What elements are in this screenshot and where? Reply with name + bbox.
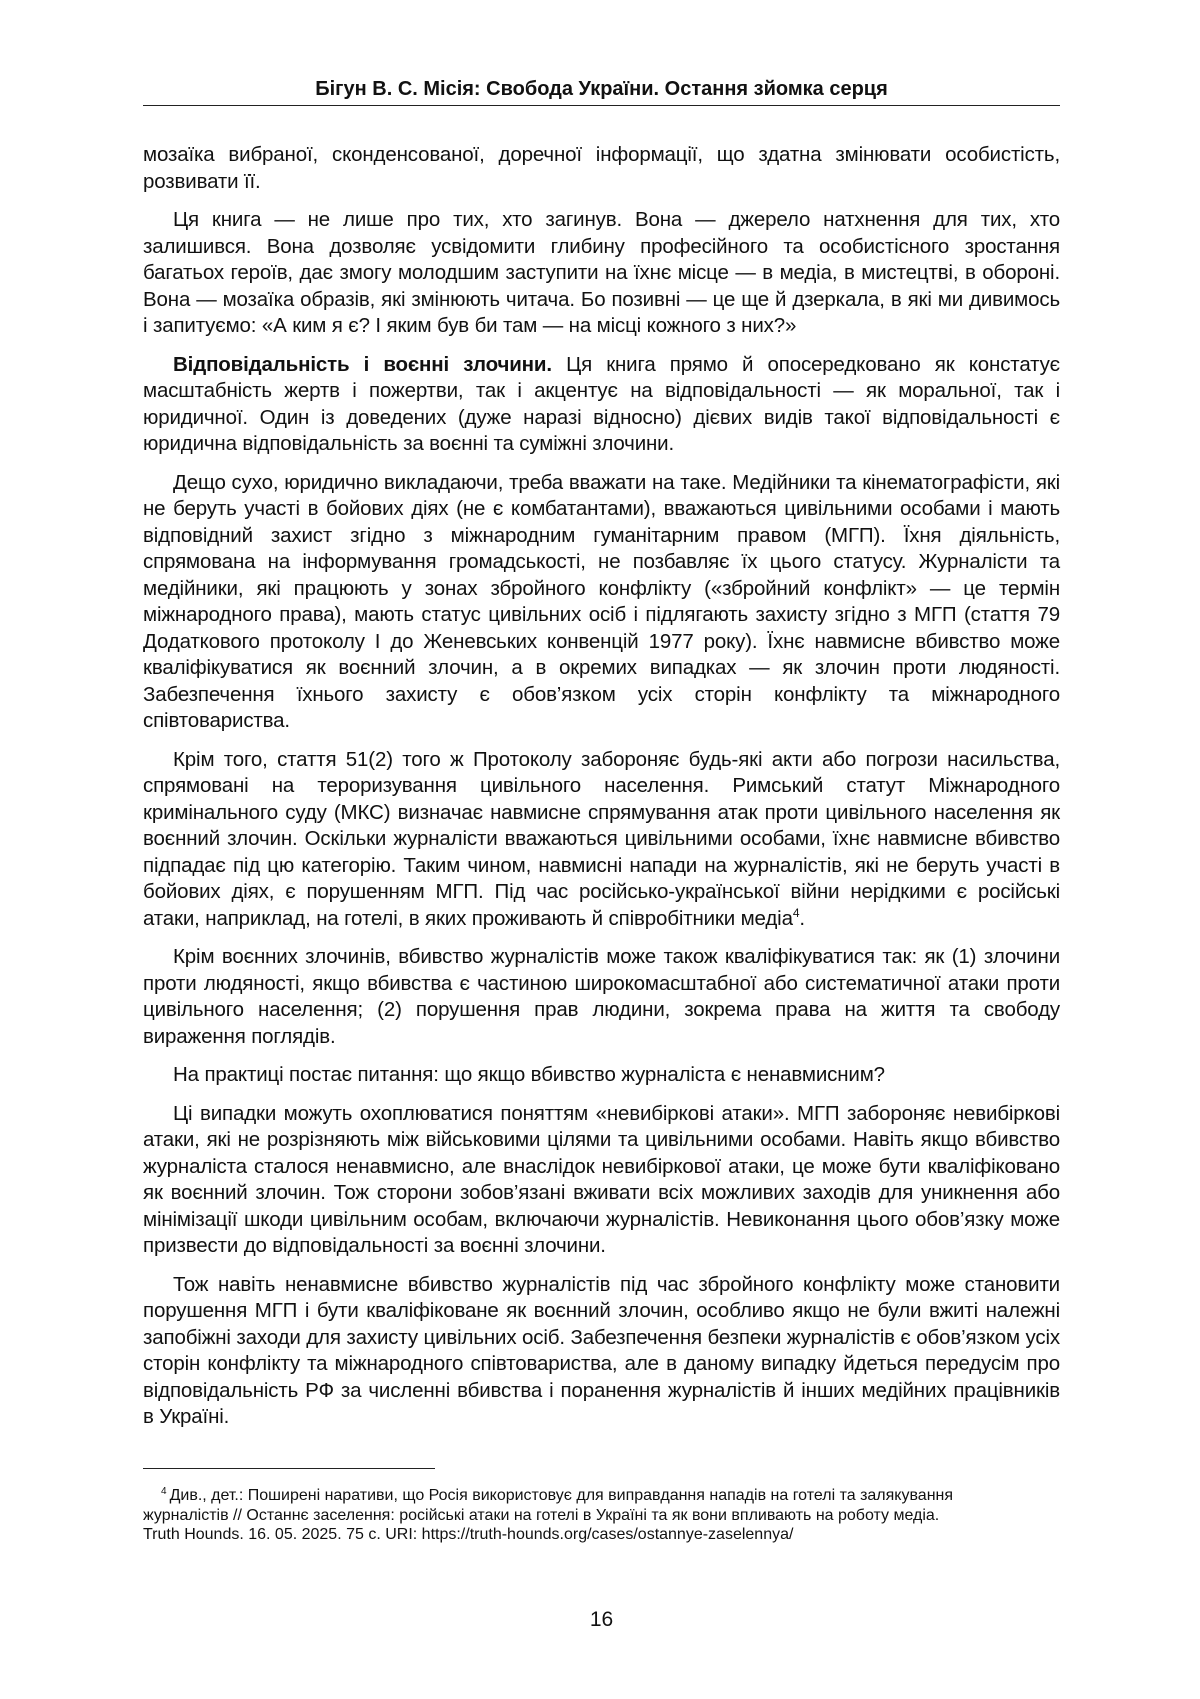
paragraph-5-text: Крім того, стаття 51(2) того ж Протоколу забороняє будь-які акти або погрози насильства, спрямовані на тероризування цивільного населення. Римський статут Міжнародного кримінального суду (МКС) визначає навмисне спрямування атак проти цивільного населення як воєнний злочин. Оскільки журналісти вважаються цивільними особами, їхнє навмисне вбивство підпадає під цю категорію. Таким чином, навмисні напади на журналістів, які не беруть участі в бойових діях, є порушенням МГП. Під час російсько-української війни нерідкими є російські атаки, наприклад, на готелі, в яких проживають й співробітники медіа [143,747,1060,930]
page-number: 16 [589,1608,614,1631]
header-divider [143,105,1060,106]
footnote-reference[interactable]: 4 [792,905,800,920]
paragraph-4: Дещо сухо, юридично викладаючи, треба вважати на таке. Медійники та кінематографісти, які не беруть участі в бойових діях (не є комбатантами), вважаються цивільними особами і мають відповідний захист згідно з міжнародним гуманітарним правом (МГП). Їхня діяльність, спрямована на інформування громадськості, не позбавляє їх цього статусу. Журналісти та медійники, які працюють у зонах збройного конфлікту («збройний конфлікт» — це термін міжнародного права), мають статус цивільних осіб і підлягають захисту згідно з МГП (стаття 79 Додаткового протоколу I до Женевських конвенцій 1977 року). Їхнє навмисне вбивство може кваліфікуватися як воєнний злочин, а в окремих випадках — як злочин проти людяності. Забезпечення їхнього захисту є обов’язком усіх сторін конфлікту та міжнародного співтовариства. [143,470,1060,732]
paragraph-3-text: Ця книга прямо й опосередковано як констатує масштабність жертв і пожертви, так і акцентує на відповідальності — як моральної, так і юридичної. Один із доведених (дуже наразі відносно) дієвих видів такої відповідальності є юридична відповідальність за воєнні та суміжні злочини. [143,352,1060,455]
paragraph-3 [143,352,1060,458]
paragraph-8: Ці випадки можуть охоплюватися поняттям «невибіркові атаки». МГП забороняє невибіркові атаки, які не розрізняють між військовими цілями та цивільними особами. Навіть якщо вбивство журналіста сталося ненавмисно, але внаслідок невибіркової атаки, це може бути кваліфіковано як воєнний злочин. Тож сторони зобов’язані вживати всіх можливих заходів для уникнення або мінімізації шкоди цивільним особам, включаючи журналістів. Невиконання цього обов’язку може призвести до відповідальності за воєнні злочини. [143,1101,1060,1257]
footnote-line-3: Truth Hounds. 16. 05. 2025. 75 с. URI: https://truth-hounds.org/cases/ostannye-zaselennya/ [143,1526,794,1543]
footnote-line-1-text: Див., дет.: Поширені наративи, що Росія використовує для виправдання нападів на готелі та залякування [169,1487,954,1504]
paragraph-6: Крім воєнних злочинів, вбивство журналістів може також кваліфікуватися так: як (1) злочини проти людяності, якщо вбивства є частиною широкомасштабної або систематичної атаки проти цивільного населення; (2) порушення прав людини, зокрема права на життя та свободу вираження поглядів. [143,945,1060,1048]
footnote-mark: 4 [161,1485,167,1497]
footnote-divider [143,1468,435,1469]
paragraph-5 [143,747,1060,933]
footnote-line-2: журналістів // Останнє заселення: російські атаки на готелі в Україні та як вони впливають на роботу медіа. [143,1506,940,1524]
paragraph-7: На практиці постає питання: що якщо вбивство журналіста є ненавмисним? [173,1063,885,1086]
running-header: Бігун В. С. Місія: Свобода України. Остання зйомка серця [315,78,888,100]
paragraph-5-tail: . [799,906,805,930]
section-lead-heading: Відповідальність і воєнні злочини. [173,352,552,376]
paragraph-2: Ця книга — не лише про тих, хто загинув. Вона — джерело натхнення для тих, хто залишився. Вона дозволяє усвідомити глибину професійного та особистісного зростання багатьох героїв, дає змогу молодшим заступити на їхнє місце — в медіа, в мистецтві, в обороні. Вона — мозаїка образів, які змінюють читача. Бо позивні — це ще й дзеркала, в які ми дивимось і запитуємо: «А ким я є? І яким був би там — на місці кожного з них?» [143,208,1060,337]
paragraph-9: Тож навіть ненавмисне вбивство журналістів під час збройного конфлікту може становити порушення МГП і бути кваліфіковане як воєнний злочин, особливо якщо не були вжиті належні запобіжні заходи для захисту цивільних осіб. Забезпечення безпеки журналістів є обов’язком усіх сторін конфлікту та міжнародного співтовариства, але в даному випадку йдеться передусім про відповідальність РФ за численні вбивства і поранення журналістів й інших медійних працівників в Україні. [143,1272,1060,1428]
footnote [143,1486,1060,1545]
paragraph-1: мозаїка вибраної, сконденсованої, доречної інформації, що здатна змінювати особистість, розвивати її. [143,143,1060,193]
main-text [143,142,1060,1443]
footnote-line-1 [143,1486,1060,1506]
